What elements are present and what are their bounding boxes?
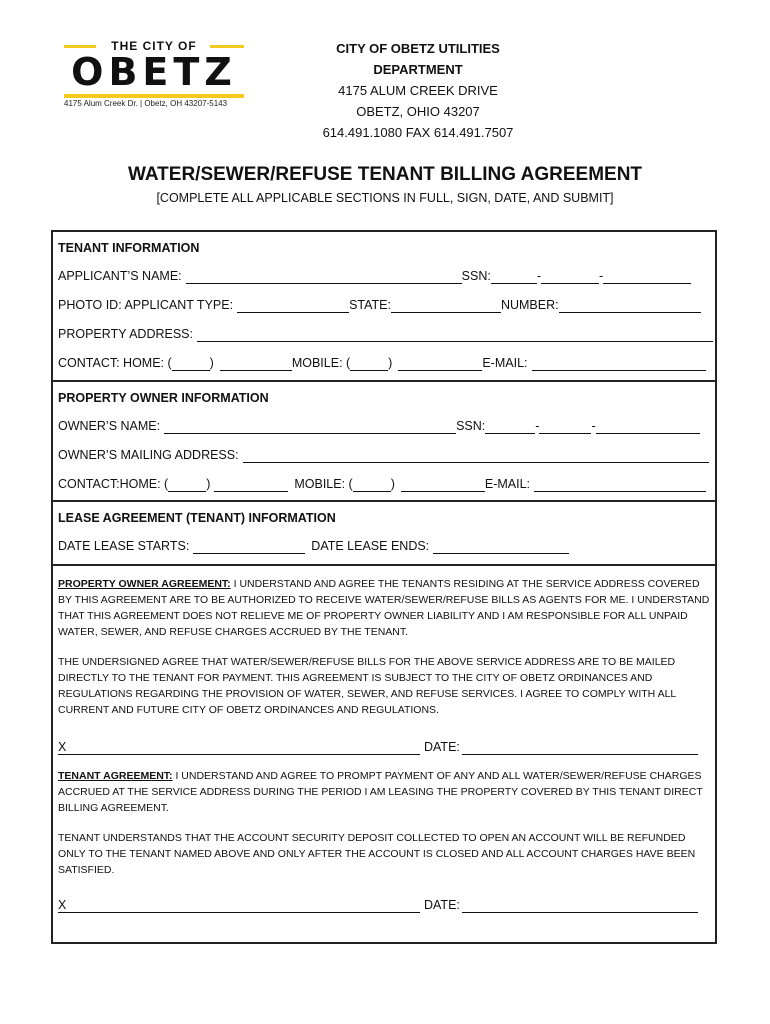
logo-left-rule (64, 45, 96, 48)
owner-mobile-paren: ) (390, 477, 395, 491)
owner-name-label: OWNER’S NAME: (58, 419, 161, 433)
department-street: 4175 ALUM CREEK DRIVE (338, 83, 498, 98)
owner-date-label: DATE: (424, 740, 460, 754)
deposit-paragraph: TENANT UNDERSTANDS THAT THE ACCOUNT SECURITY DEPOSIT COLLECTED TO OPEN AN ACCOUNT WILL BE REFUNDED ONLY TO THE TENANT NAMED ABOVE AND ONLY AFTER THE ACCOUNT IS CLOSED AND ALL ACCOUNT CHARGES HAVE BEEN SATISFIED. (58, 832, 696, 876)
owner-signature-field[interactable] (58, 754, 420, 755)
owner-ssn-dash1: - (535, 419, 540, 433)
tenant-agreement-text: I UNDERSTAND AND AGREE TO PROMPT PAYMENT OF ANY AND ALL WATER/SEWER/REFUSE CHARGES ACCRUED AT THE SERVICE ADDRESS DURING THE PERIOD I AM LEASING THE PROPERTY COVERED BY THIS TENANT DIRECT BILLING AGREEMENT. (58, 770, 703, 814)
logo-the-city-of: THE CITY OF (111, 39, 197, 53)
tenant-email-label: E-MAIL: (482, 356, 528, 370)
city-logo (64, 38, 244, 112)
owner-home-label: CONTACT:HOME: ( (58, 477, 169, 491)
tenant-agreement-label: TENANT AGREEMENT: (58, 770, 173, 782)
photo-id-number-field[interactable] (559, 299, 701, 313)
lease-info-heading: LEASE AGREEMENT (TENANT) INFORMATION (58, 511, 336, 525)
owner-contact-row (58, 476, 715, 492)
tenant-mobile-paren: ) (388, 356, 393, 370)
photo-id-state-field[interactable] (391, 299, 501, 313)
lease-start-label: DATE LEASE STARTS: (58, 539, 190, 553)
page-title: WATER/SEWER/REFUSE TENANT BILLING AGREEMENT (127, 164, 643, 185)
photo-id-state-label: STATE: (349, 298, 391, 312)
tenant-signature-row (53, 898, 715, 918)
lease-dates-row (58, 538, 715, 554)
department-header (290, 38, 546, 143)
tenant-ssn-part1-field[interactable] (491, 270, 537, 284)
owner-mobile-label: MOBILE: ( (294, 477, 353, 491)
owner-home-area-field[interactable] (168, 478, 206, 492)
undersigned-paragraph: THE UNDERSIGNED AGREE THAT WATER/SEWER/REFUSE BILLS FOR THE ABOVE SERVICE ADDRESS ARE TO BE MAILED DIRECTLY TO THE TENANT FOR PAYMENT. THIS AGREEMENT IS SUBJECT TO THE CITY OF OBETZ ORDINANCES AND REGULATIONS REGARDING THE PROVISION OF WATER, SEWER, AND REFUSE SERVICES. I AGREE TO COMPLY WITH ALL CURRENT AND FUTURE CITY OF OBETZ ORDINANCES AND REGULATIONS. (58, 656, 676, 716)
owner-mobile-area-field[interactable] (353, 478, 391, 492)
tenant-mobile-phone-field[interactable] (398, 357, 482, 371)
owner-name-row (58, 418, 715, 434)
property-address-field[interactable] (197, 328, 713, 342)
owner-info-heading: PROPERTY OWNER INFORMATION (58, 391, 269, 405)
owner-email-field[interactable] (534, 478, 706, 492)
tenant-mobile-label: MOBILE: ( (291, 356, 351, 370)
tenant-email-field[interactable] (532, 357, 706, 371)
tenant-home-paren: ) (209, 356, 214, 370)
form-box (51, 230, 717, 944)
tenant-ssn-part3-field[interactable] (603, 270, 691, 284)
owner-mailing-row (58, 447, 715, 463)
tenant-information-section (53, 232, 715, 382)
lease-end-label: DATE LEASE ENDS: (311, 539, 430, 553)
page-subtitle: [COMPLETE ALL APPLICABLE SECTIONS IN FULL, SIGN, DATE, AND SUBMIT] (156, 191, 614, 205)
owner-signature-x: X (58, 740, 67, 754)
logo-underline (64, 94, 244, 98)
tenant-home-area-field[interactable] (172, 357, 210, 371)
applicant-name-label: APPLICANT’S NAME: (58, 269, 182, 283)
property-owner-section (53, 382, 715, 502)
tenant-signature-x: X (58, 898, 67, 912)
owner-name-field[interactable] (164, 420, 456, 434)
tenant-contact-row (58, 355, 715, 371)
property-address-label: PROPERTY ADDRESS: (58, 327, 193, 341)
owner-mailing-label: OWNER’S MAILING ADDRESS: (58, 448, 239, 462)
tenant-signature-field[interactable] (58, 912, 420, 913)
tenant-mobile-area-field[interactable] (350, 357, 388, 371)
tenant-date-label: DATE: (424, 898, 460, 912)
department-phone-fax: 614.491.1080 FAX 614.491.7507 (322, 125, 514, 140)
owner-ssn-part3-field[interactable] (596, 420, 700, 434)
tenant-agreement-section (53, 760, 715, 878)
owner-ssn-label: SSN: (456, 419, 486, 433)
owner-mobile-phone-field[interactable] (401, 478, 485, 492)
lease-start-field[interactable] (193, 540, 305, 554)
agreements-section (53, 566, 715, 718)
owner-home-paren: ) (206, 477, 211, 491)
owner-ssn-part2-field[interactable] (539, 420, 591, 434)
owner-date-field[interactable] (462, 754, 698, 755)
applicant-name-field[interactable] (186, 270, 462, 284)
tenant-ssn-part2-field[interactable] (541, 270, 599, 284)
owner-agreement-label: PROPERTY OWNER AGREEMENT: (58, 578, 231, 590)
tenant-ssn-label: SSN: (461, 269, 491, 283)
lease-information-section (53, 502, 715, 566)
owner-email-label: E-MAIL: (484, 477, 531, 491)
owner-home-phone-field[interactable] (214, 478, 288, 492)
tenant-info-heading: TENANT INFORMATION (58, 241, 200, 255)
owner-signature-row (53, 740, 715, 760)
photo-id-row (58, 297, 715, 313)
department-city: OBETZ, OHIO 43207 (356, 104, 480, 119)
property-address-row (58, 326, 715, 342)
department-name: CITY OF OBETZ UTILITIES DEPARTMENT (336, 41, 500, 77)
owner-agreement-paragraph (58, 576, 710, 640)
tenant-agreement-paragraph (58, 768, 710, 816)
photo-id-type-label: PHOTO ID: APPLICANT TYPE: (58, 298, 234, 312)
photo-id-number-label: NUMBER: (500, 298, 559, 312)
owner-mailing-field[interactable] (243, 449, 709, 463)
photo-id-type-field[interactable] (237, 299, 349, 313)
tenant-ssn-dash1: - (536, 269, 541, 283)
logo-name: OBETZ (71, 50, 237, 94)
owner-agreement-text: I UNDERSTAND AND AGREE THE TENANTS RESIDING AT THE SERVICE ADDRESS COVERED BY THIS AGREEMENT ARE TO BE AUTHORIZED TO RECEIVE WATER/SEWER/REFUSE BILLS AS AGENTS FOR ME. I UNDERSTAND THAT THIS AGREEMENT DOES NOT RELIEVE ME OF PROPERTY OWNER LIABILITY AND I AM RESPONSIBLE FOR ALL UNPAID WATER, SEWER, AND REFUSE CHARGES ACCRUED BY THE TENANT. (58, 578, 710, 638)
logo-address: 4175 Alum Creek Dr. | Obetz, OH 43207-5143 (64, 99, 228, 108)
tenant-home-label: CONTACT: HOME: ( (58, 356, 172, 370)
tenant-ssn-dash2: - (599, 269, 604, 283)
logo-right-rule (210, 45, 244, 48)
tenant-date-field[interactable] (462, 912, 698, 913)
owner-ssn-part1-field[interactable] (485, 420, 535, 434)
owner-ssn-dash2: - (591, 419, 596, 433)
tenant-home-phone-field[interactable] (220, 357, 292, 371)
applicant-row (58, 268, 715, 284)
lease-end-field[interactable] (433, 540, 569, 554)
